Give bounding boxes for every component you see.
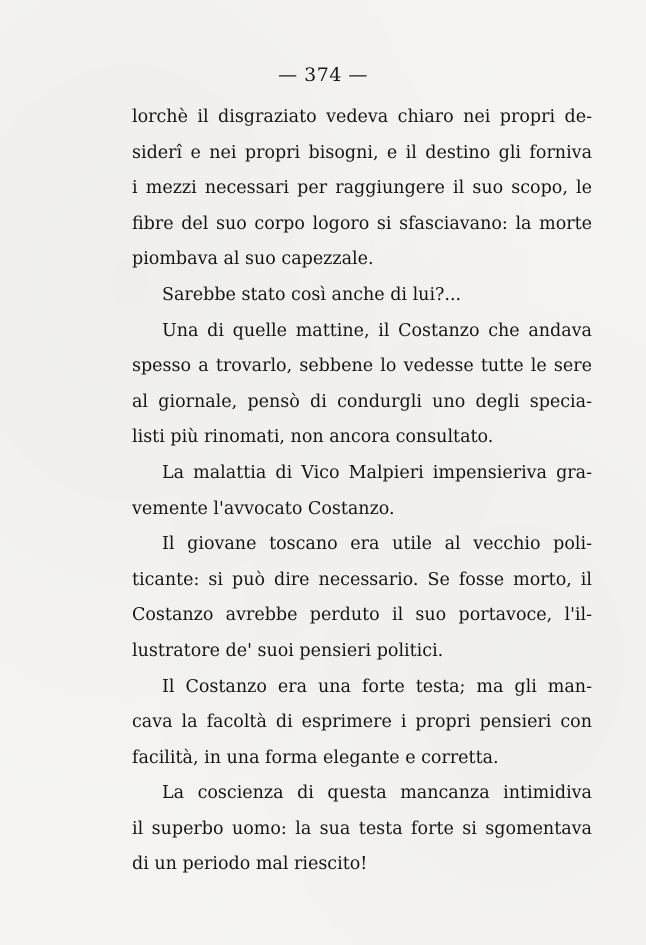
text-line: ticante: si può dire necessario. Se fosse morto, il (132, 569, 592, 590)
text-line: lorchè il disgraziato vedeva chiaro nei propri de- (132, 107, 592, 127)
text-line: lustratore de' suoi pensieri politici. (132, 640, 444, 661)
text-line: al giornale, pensò di condurgli uno degli specia- (132, 391, 592, 412)
text-line: Il Costanzo era una forte testa; ma gli man- (162, 676, 592, 697)
body-text (132, 100, 592, 883)
page-number: — 374 — (278, 64, 368, 86)
text-line: listi più rinomati, non ancora consultato. (132, 427, 494, 448)
text-line: vemente l'avvocato Costanzo. (132, 498, 395, 519)
text-line: cava la facoltà di esprimere i propri pensieri con (132, 712, 592, 733)
text-line: di un periodo mal riescito! (132, 854, 368, 875)
text-line: spesso a trovarlo, sebbene lo vedesse tutte le sere (132, 356, 592, 377)
text-line: Una di quelle mattine, il Costanzo che andava (162, 320, 592, 341)
text-line: La malattia di Vico Malpieri impensieriva gra- (162, 462, 592, 483)
text-line: i mezzi necessari per raggiungere il suo scopo, le (132, 178, 592, 199)
text-line: piombava al suo capezzale. (132, 249, 374, 270)
text-line: siderî e nei propri bisogni, e il destino gli forniva (132, 142, 592, 163)
text-line: Sarebbe stato così anche di lui?... (162, 284, 462, 305)
text-line: il superbo uomo: la sua testa forte si sgomentava (132, 818, 592, 839)
text-line: fibre del suo corpo logoro si sfasciavano: la morte (132, 213, 592, 234)
text-line: La coscienza di questa mancanza intimidiva (162, 783, 592, 804)
text-line: Il giovane toscano era utile al vecchio poli- (162, 534, 592, 555)
text-line: Costanzo avrebbe perduto il suo portavoce, l'il- (132, 605, 592, 626)
text-line: facilità, in una forma elegante e corretta. (132, 747, 499, 768)
